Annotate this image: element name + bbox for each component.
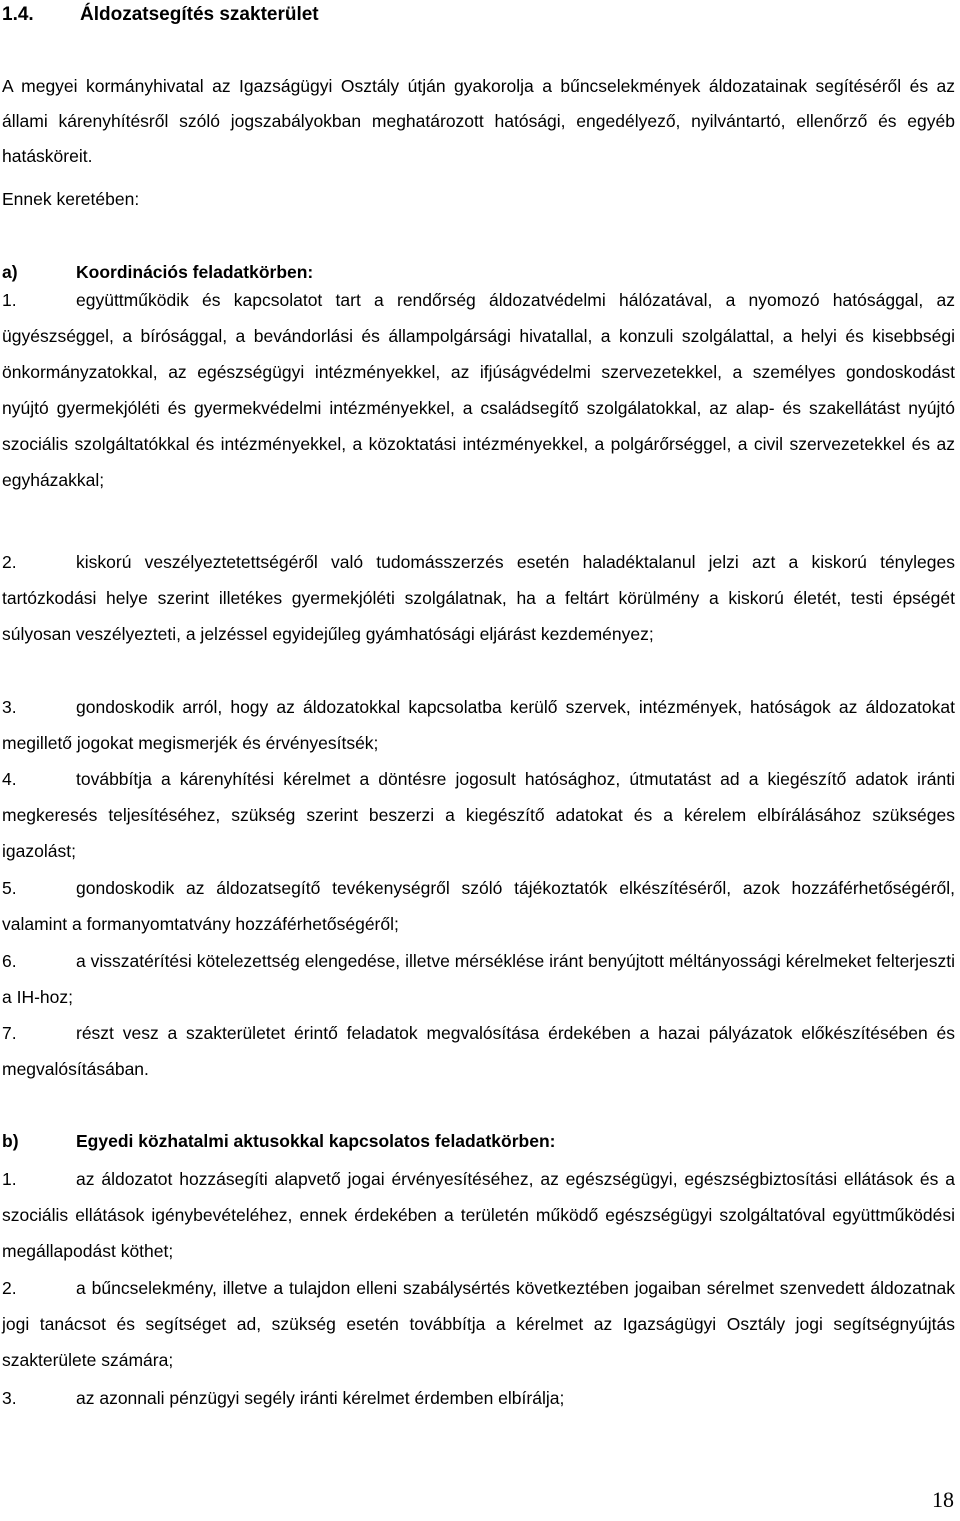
list-item	[2, 1270, 955, 1378]
item-number: 3.	[2, 1388, 17, 1408]
subsection-a-heading	[2, 262, 313, 283]
section-heading	[2, 4, 319, 26]
item-text: az azonnali pénzügyi segély iránti kérelmet érdemben elbírálja;	[76, 1388, 565, 1408]
item-text: részt vesz a szakterületet érintő feladatok megvalósítása érdekében a hazai pályázatok előkészítésében és megvalósításában.	[2, 1023, 955, 1079]
item-text: továbbítja a kárenyhítési kérelmet a döntésre jogosult hatósághoz, útmutatást ad a kiegészítő adatok iránti megkeresés teljesítéséhez, szükség szerint beszerzi a kiegészítő adatokat és a kérelem elbírálásához szükséges igazolást;	[2, 769, 955, 861]
item-text: az áldozatot hozzásegíti alapvető jogai érvényesítéséhez, az egészségügyi, egészségbiztosítási ellátások és a szociális ellátások igénybevételéhez, ennek érdekében a területén működő egészségügyi szolgáltatóval együttműködési megállapodást köthet;	[2, 1169, 955, 1261]
section-number: 1.4.	[2, 4, 34, 25]
subsection-b-label: b)	[2, 1131, 19, 1151]
list-item	[2, 1015, 955, 1087]
section-title: Áldozatsegítés szakterület	[80, 4, 319, 25]
item-text: a bűncselekmény, illetve a tulajdon elleni szabálysértés következtében jogaiban sérelmet szenvedett áldozatnak jogi tanácsot és segítséget ad, szükség esetén továbbítja a kérelmet az Igazságügyi Osztály jogi segítségnyújtás szakterülete számára;	[2, 1278, 955, 1370]
list-item	[2, 943, 955, 1015]
item-text: kiskorú veszélyeztetettségéről való tudomásszerzés esetén haladéktalanul jelzi azt a kiskorú tényleges tartózkodási helye szerint illetékes gyermekjóléti szolgálatnak, ha a feltárt körülmény a kiskorú életét, testi épségét súlyosan veszélyezteti, a jelzéssel egyidejűleg gyámhatósági eljárást kezdeményez;	[2, 552, 955, 644]
item-number: 4.	[2, 769, 17, 789]
list-item	[2, 761, 955, 869]
list-item	[2, 689, 955, 761]
subsection-b-title: Egyedi közhatalmi aktusokkal kapcsolatos feladatkörben:	[76, 1131, 556, 1151]
list-item	[2, 1161, 955, 1269]
item-number: 3.	[2, 697, 17, 717]
subsection-a-label: a)	[2, 262, 18, 282]
intro-paragraph: A megyei kormányhivatal az Igazságügyi Osztály útján gyakorolja a bűncselekmények áldozatainak segítéséről és az állami kárenyhítésről szóló jogszabályokban meghatározott hatósági, engedélyező, nyilvántartó, ellenőrző és egyéb hatásköreit.	[2, 76, 955, 166]
item-number: 5.	[2, 878, 17, 898]
item-number: 2.	[2, 552, 17, 572]
item-number: 2.	[2, 1278, 17, 1298]
item-text: gondoskodik az áldozatsegítő tevékenységről szóló tájékoztatók elkészítéséről, azok hozzáférhetőségéről, valamint a formanyomtatvány hozzáférhetőségéről;	[2, 878, 955, 934]
item-text: gondoskodik arról, hogy az áldozatokkal kapcsolatba kerülő szervek, intézmények, hatóságok az áldozatokat megillető jogokat megismerjék és érvényesítsék;	[2, 697, 955, 753]
page-number: 18	[932, 1487, 954, 1512]
subsection-a-title: Koordinációs feladatkörben:	[76, 262, 314, 282]
list-item	[2, 282, 955, 498]
subsection-b-heading	[2, 1131, 555, 1152]
item-number: 1.	[2, 1169, 17, 1189]
item-number: 1.	[2, 290, 17, 310]
intro-continuation: Ennek keretében:	[2, 189, 140, 209]
list-item	[2, 544, 955, 652]
list-item	[2, 870, 955, 942]
item-text: a visszatérítési kötelezettség elengedése, illetve mérséklése iránt benyújtott méltányossági kérelmeket felterjeszti a IH-hoz;	[2, 951, 955, 1007]
item-number: 7.	[2, 1023, 17, 1043]
list-item	[2, 1380, 955, 1416]
item-number: 6.	[2, 951, 17, 971]
item-text: együttműködik és kapcsolatot tart a rendőrség áldozatvédelmi hálózatával, a nyomozó hatósággal, az ügyészséggel, a bírósággal, a bevándorlási és állampolgársági hivatallal, a konzuli szolgálattal, a helyi és kisebbségi önkormányzatokkal, az egészségügyi intézményekkel, az ifjúságvédelmi szervezetekkel, a személyes gondoskodást nyújtó gyermekjóléti és gyermekvédelmi intézményekkel, a családsegítő szolgálatokkal, az alap- és szakellátást nyújtó szociális szolgáltatókkal és intézményekkel, a közoktatási intézményekkel, a polgárőrséggel, a civil szervezetekkel és az egyházakkal;	[2, 290, 955, 490]
